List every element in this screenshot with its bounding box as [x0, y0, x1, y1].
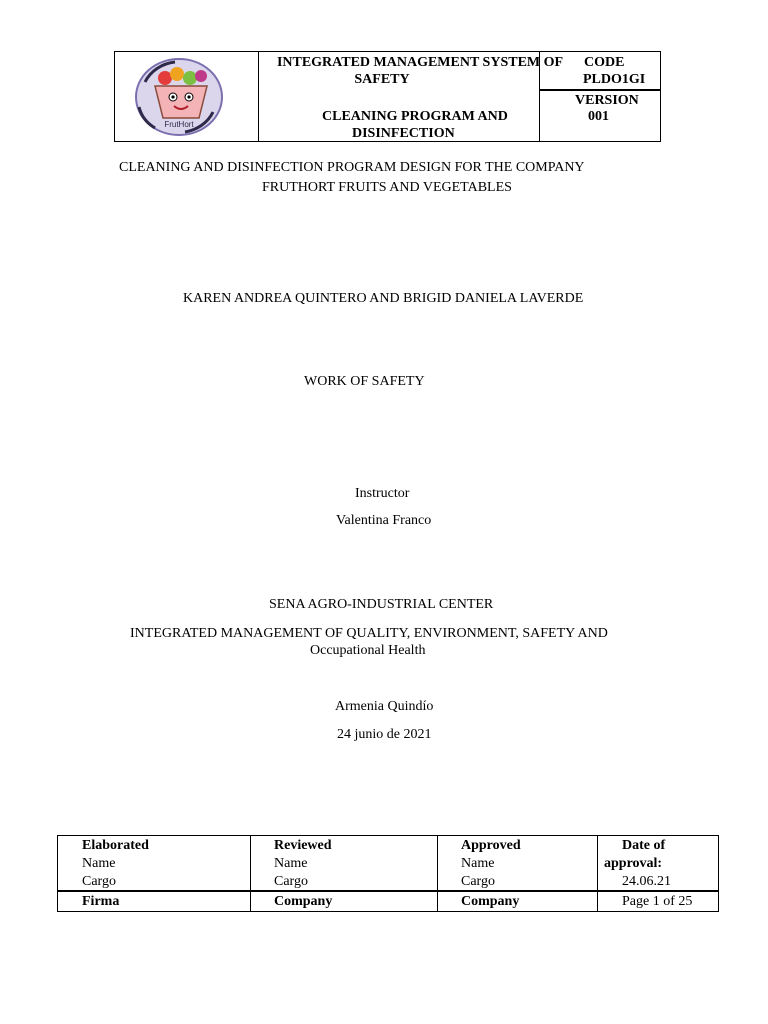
instructor-label: Instructor [355, 486, 410, 501]
authors: KAREN ANDREA QUINTERO AND BRIGID DANIELA LAVERDE [183, 291, 584, 306]
version-value: 001 [588, 109, 609, 124]
reviewed-header: Reviewed [274, 838, 332, 853]
version-label: VERSION [575, 93, 639, 108]
footer-divider-1 [250, 836, 251, 911]
footer-row-divider [58, 890, 718, 892]
footer-divider-3 [597, 836, 598, 911]
approved-header: Approved [461, 838, 521, 853]
center-name: SENA AGRO-INDUSTRIAL CENTER [269, 597, 494, 612]
approval-date: 24.06.21 [622, 874, 671, 889]
logo-cell [115, 52, 259, 141]
reviewed-cargo: Cargo [274, 874, 308, 889]
header-subtitle-line2: DISINFECTION [352, 126, 455, 141]
document-header-table [114, 51, 661, 142]
work-title: WORK OF SAFETY [304, 374, 425, 389]
header-subtitle [322, 108, 552, 142]
page-number: Page 1 of 25 [622, 894, 693, 909]
fruthort-logo [115, 52, 258, 141]
instructor-name: Valentina Franco [336, 513, 432, 528]
program-line1: INTEGRATED MANAGEMENT OF QUALITY, ENVIRONMENT, SAFETY AND [130, 626, 608, 641]
approved-cargo: Cargo [461, 874, 495, 889]
reviewed-name: Name [274, 856, 308, 871]
elaborated-header: Elaborated [82, 838, 149, 853]
logo-text: FrutHort [164, 120, 194, 129]
footer-divider-2 [437, 836, 438, 911]
firma-label: Firma [82, 894, 120, 909]
elaborated-cargo: Cargo [82, 874, 116, 889]
header-title-line1: INTEGRATED MANAGEMENT SYSTEM OF [276, 55, 564, 70]
reviewed-company-label: Company [274, 894, 333, 909]
location: Armenia Quindío [335, 699, 434, 714]
header-title-line2: SAFETY [354, 72, 410, 87]
program-line2: Occupational Health [310, 643, 426, 658]
date: 24 junio de 2021 [337, 727, 432, 742]
date-of-approval-line2: approval: [604, 856, 663, 871]
header-subtitle-line1: CLEANING PROGRAM AND [322, 109, 508, 124]
elaborated-name: Name [82, 856, 116, 871]
code-value: PLDO1GI [583, 72, 646, 87]
document-title-line1: CLEANING AND DISINFECTION PROGRAM DESIGN FOR THE COMPANY [119, 160, 585, 175]
approved-company-label: Company [461, 894, 520, 909]
code-version-divider [540, 89, 661, 91]
code-version-cell [539, 52, 661, 141]
code-label: CODE [584, 55, 625, 70]
header-title [258, 54, 582, 88]
approval-footer-table [57, 835, 719, 912]
date-of-approval-line1: Date of [622, 838, 666, 853]
approved-name: Name [461, 856, 495, 871]
document-title-line2: FRUTHORT FRUITS AND VEGETABLES [262, 180, 512, 195]
